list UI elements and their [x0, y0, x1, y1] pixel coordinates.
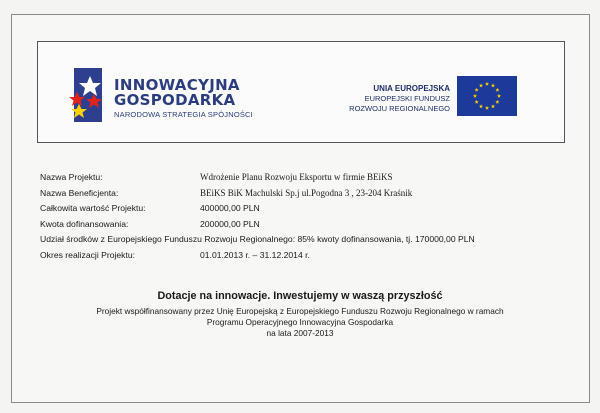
total-value-label: Całkowita wartość Projektu:	[40, 203, 146, 213]
eu-flag-icon	[457, 76, 517, 116]
ig-logo-text	[114, 78, 253, 119]
total-value-row	[40, 201, 570, 217]
ig-logo-line1: INNOWACYJNA	[114, 76, 240, 94]
footer-line3: na lata 2007-2013	[266, 328, 334, 338]
footer-line1: Projekt współfinansowany przez Unię Europejską z Europejskiego Funduszu Rozwoju Regionalnego w ramach	[96, 306, 504, 316]
eu-logo-line1: UNIA EUROPEJSKA	[373, 84, 450, 93]
beneficiary-label: Nazwa Beneficjenta:	[40, 187, 119, 198]
period-row	[40, 248, 570, 264]
project-details	[40, 170, 570, 263]
funding-amount-value: 200000,00 PLN	[200, 218, 260, 229]
ig-logo-line2: GOSPODARKA	[114, 91, 236, 109]
beneficiary-row	[40, 186, 570, 202]
beneficiary-value: BEiKS BiK Machulski Sp.j ul.Pogodna 3 , 23-204 Kraśnik	[200, 187, 413, 198]
period-value: 01.01.2013 r. – 31.12.2014 r.	[200, 249, 310, 260]
funding-amount-row	[40, 217, 570, 233]
eu-logo-line3: ROZWOJU REGIONALNEGO	[349, 104, 450, 113]
project-name-label: Nazwa Projektu:	[40, 172, 103, 182]
project-name-row	[40, 170, 570, 186]
period-label: Okres realizacji Projektu:	[40, 249, 136, 260]
total-value-value: 400000,00 PLN	[200, 203, 260, 213]
eu-logo-text	[340, 83, 450, 114]
funding-amount-label: Kwota dofinansowania:	[40, 218, 129, 229]
eu-share-row	[40, 232, 570, 248]
eu-logo-line2: EUROPEJSKI FUNDUSZ	[364, 94, 450, 103]
innowacyjna-gospodarka-logo-icon	[66, 68, 116, 122]
footer-title: Dotacje na innowacje. Inwestujemy w waszą przyszłość	[157, 290, 443, 302]
footer-line2: Programu Operacyjnego Innowacyjna Gospodarka	[206, 317, 394, 327]
footer	[40, 290, 560, 339]
ig-logo-subtitle: NARODOWA STRATEGIA SPÓJNOŚCI	[114, 110, 253, 119]
logo-banner	[37, 41, 565, 143]
project-name-value: Wdrożenie Planu Rozwoju Eksportu w firmie BEiKS	[200, 172, 393, 182]
eu-share-text: Udział środków z Europejskiego Funduszu Rozwoju Regionalnego: 85% kwoty dofinansowania, tj. 170000,00 PLN	[40, 234, 475, 244]
